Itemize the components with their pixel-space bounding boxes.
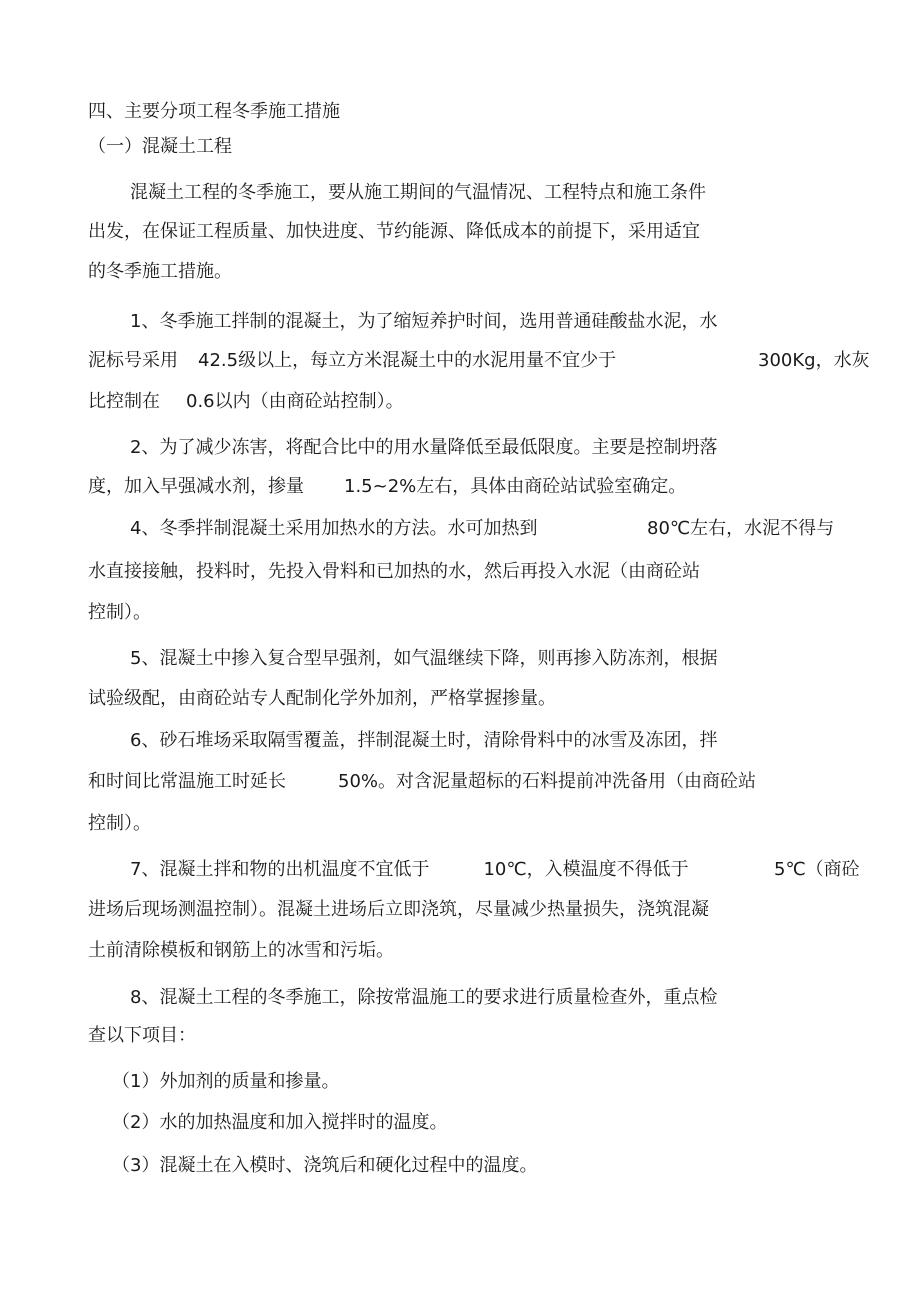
- paragraph-line: [88, 474, 686, 500]
- paragraph-line: 查以下项目：: [88, 1025, 196, 1046]
- paragraph-line: 4、冬季拌制混凝土采用加热水的方法。水可加热到: [130, 518, 538, 539]
- paragraph-line: 土前清除模板和钢筋上的冰雪和污垢。: [88, 940, 394, 961]
- text-run: 泥标号采用: [88, 350, 178, 371]
- list-item: （3）混凝土在入模时、浇筑后和硬化过程中的温度。: [112, 1155, 538, 1176]
- paragraph-line: 进场后现场测温控制）。混凝土进场后立即浇筑，尽量减少热量损失，浇筑混凝: [88, 899, 709, 920]
- text-run: 比控制在: [88, 391, 160, 412]
- text-run: 和时间比常温施工时延长: [88, 771, 286, 792]
- paragraph-line: 5、混凝土中掺入复合型早强剂，如气温继续下降，则再掺入防冻剂，根据: [130, 648, 718, 669]
- text-run: 10℃，入模温度不得低于: [483, 859, 689, 880]
- text-run: 0.6以内（由商砼站控制）。: [186, 391, 404, 412]
- section-heading: 四、主要分项工程冬季施工措施: [88, 101, 340, 122]
- paragraph-line: [88, 769, 756, 795]
- list-item: （1）外加剂的质量和掺量。: [112, 1071, 340, 1092]
- paragraph-line: [88, 348, 616, 374]
- paragraph-line: [88, 389, 404, 415]
- paragraph-line: 试验级配，由商砼站专人配制化学外加剂，严格掌握掺量。: [88, 688, 556, 709]
- paragraph-line: 1、冬季施工拌制的混凝土，为了缩短养护时间，选用普通硅酸盐水泥，水: [130, 311, 718, 332]
- paragraph-line: 2、为了减少冻害，将配合比中的用水量降低至最低限度。主要是控制坍落: [130, 437, 718, 458]
- text-run: 300Kg，水灰: [758, 350, 870, 371]
- paragraph-line: 6、砂石堆场采取隔雪覆盖，拌制混凝土时，清除骨料中的冰雪及冻团，拌: [130, 730, 718, 751]
- paragraph-line: 出发，在保证工程质量、加快进度、节约能源、降低成本的前提下，采用适宜: [88, 221, 700, 242]
- text-run: 1.5~2%左右，具体由商砼站试验室确定。: [344, 476, 687, 497]
- text-run: 7、混凝土拌和物的出机温度不宜低于: [130, 859, 430, 880]
- list-item: （2）水的加热温度和加入搅拌时的温度。: [112, 1112, 448, 1133]
- subsection-heading: （一）混凝土工程: [88, 136, 232, 157]
- paragraph-line: 8、混凝土工程的冬季施工，除按常温施工的要求进行质量检查外，重点检: [130, 987, 718, 1008]
- text-run: 42.5级以上，每立方米混凝土中的水泥用量不宜少于: [198, 350, 617, 371]
- text-run: 5℃（商砼: [774, 859, 860, 880]
- text-run: 50%。对含泥量超标的石料提前冲洗备用（由商砼站: [338, 771, 757, 792]
- paragraph-line: 控制）。: [88, 602, 151, 623]
- paragraph-line: 控制）。: [88, 813, 151, 834]
- paragraph-line: 水直接接触，投料时，先投入骨料和已加热的水，然后再投入水泥（由商砼站: [88, 561, 700, 582]
- paragraph-line: 的冬季施工措施。: [88, 261, 232, 282]
- text-run: 度，加入早强减水剂，掺量: [88, 476, 304, 497]
- paragraph-line: 混凝土工程的冬季施工，要从施工期间的气温情况、工程特点和施工条件: [130, 182, 706, 203]
- text-run: 80℃左右，水泥不得与: [647, 518, 835, 539]
- paragraph-line: [130, 857, 689, 883]
